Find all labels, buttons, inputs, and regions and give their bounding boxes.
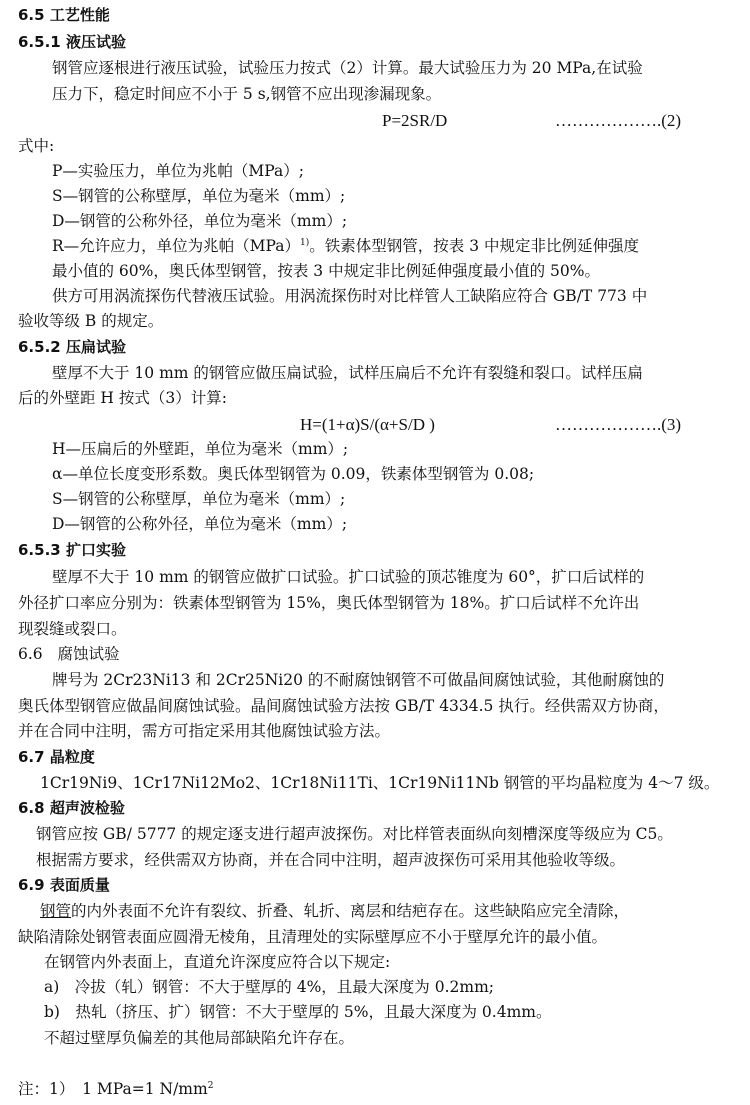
- paragraph-text: 的内外表面不允许有裂纹、折叠、轧折、离层和结疤存在。这些缺陷应完全清除，: [71, 902, 630, 920]
- section-title: 表面质量: [49, 876, 110, 894]
- formula-3: H=(1+α)S/(α+S/D ): [300, 415, 435, 434]
- section-title: 扩口实验: [65, 541, 126, 559]
- underlined-text: 钢管: [40, 902, 72, 920]
- section-title: 压扁试验: [65, 338, 126, 356]
- formula-2: P=2SR/D: [382, 111, 448, 130]
- definition-line: 最小值的 60%，奥氏体型钢管，按表 3 中规定非比例延伸强度最小值的 50%。: [52, 262, 600, 280]
- definition-line: S—钢管的公称壁厚，单位为毫米（mm）;: [52, 187, 346, 205]
- list-item-b: b) 热轧（挤压、扩）钢管：不大于壁厚的 5%，且最大深度为 0.4mm。: [44, 1003, 552, 1021]
- definition-text: R—允许应力，单位为兆帕（MPa）: [52, 237, 301, 255]
- where-label: 式中:: [18, 137, 55, 155]
- section-6-5-2-heading: [18, 340, 126, 355]
- section-number: 6.5: [18, 6, 45, 24]
- definition-line: S—钢管的公称壁厚，单位为毫米（mm）;: [52, 490, 346, 508]
- paragraph-line: 压力下，稳定时间应不小于 5 s,钢管不应出现渗漏现象。: [52, 85, 442, 103]
- section-number: 6.5.1: [18, 33, 61, 51]
- definition-line: D—钢管的公称外径，单位为毫米（mm）;: [52, 515, 348, 533]
- section-6-9-heading: [18, 878, 110, 893]
- section-6-5-3-heading: [18, 543, 126, 558]
- section-title: 腐蚀试验: [57, 645, 120, 663]
- definition-line: D—钢管的公称外径，单位为毫米（mm）;: [52, 212, 348, 230]
- footnote-ref: 1): [300, 237, 310, 248]
- section-6-6-heading: [18, 647, 119, 663]
- section-6-5-1-heading: [18, 35, 126, 50]
- section-number: 6.5.3: [18, 541, 61, 559]
- paragraph-line: 钢管应按 GB/ 5777 的规定逐支进行超声波探伤。对比样管表面纵向刻槽深度等级应为 C5。: [36, 825, 673, 843]
- section-6-7-heading: [18, 750, 95, 765]
- paragraph-line: 外径扩口率应分别为：铁素体型钢管为 15%，奥氏体型钢管为 18%。扩口后试样不允许出: [18, 594, 640, 612]
- footnote-text: 注：1） 1 MPa=1 N/mm: [18, 1080, 208, 1098]
- definition-text: 。铁素体型钢管，按表 3 中规定非比例延伸强度: [309, 237, 639, 255]
- paragraph-line: 在钢管内外表面上，直道允许深度应符合以下规定:: [44, 953, 391, 971]
- paragraph-line: 不超过壁厚负偏差的其他局部缺陷允许存在。: [44, 1029, 355, 1047]
- paragraph-line: 供方可用涡流探伤代替液压试验。用涡流探伤时对比样管人工缺陷应符合 GB/T 773 中: [52, 287, 648, 305]
- paragraph-line: 壁厚不大于 10 mm 的钢管应做扩口试验。扩口试验的顶芯锥度为 60°，扩口后试样的: [52, 568, 645, 586]
- paragraph-line: [40, 904, 629, 920]
- section-number: 6.9: [18, 876, 45, 894]
- footnote: [18, 1082, 213, 1098]
- section-6-5-heading: [18, 8, 110, 23]
- section-6-8-heading: [18, 801, 125, 816]
- paragraph-line: 后的外壁距 H 按式（3）计算:: [18, 389, 227, 407]
- paragraph-line: 钢管应逐根进行液压试验，试验压力按式（2）计算。最大试验压力为 20 MPa,在试验: [52, 59, 643, 77]
- paragraph-line: 1Cr19Ni9、1Cr17Ni12Mo2、1Cr18Ni11Ti、1Cr19Ni11Nb 钢管的平均晶粒度为 4～7 级。: [40, 774, 720, 792]
- section-title: 超声波检验: [49, 799, 125, 817]
- definition-line: H—压扁后的外壁距，单位为毫米（mm）;: [52, 440, 349, 458]
- section-number: 6.8: [18, 799, 45, 817]
- paragraph-line: 缺陷清除处钢管表面应圆滑无棱角，且清理处的实际壁厚应不小于壁厚允许的最小值。: [18, 928, 608, 946]
- paragraph-line: 壁厚不大于 10 mm 的钢管应做压扁试验，试样压扁后不允许有裂缝和裂口。试样压扁: [52, 364, 643, 382]
- definition-line: [52, 239, 639, 255]
- paragraph-line: 牌号为 2Cr23Ni13 和 2Cr25Ni20 的不耐腐蚀钢管不可做晶间腐蚀试验，其他耐腐蚀的: [52, 671, 665, 689]
- paragraph-line: 并在合同中注明，需方可指定采用其他腐蚀试验方法。: [18, 722, 391, 740]
- paragraph-line: 奥氏体型钢管应做晶间腐蚀试验。晶间腐蚀试验方法按 GB/T 4334.5 执行。经供需双方协商，: [18, 697, 669, 715]
- paragraph-line: 根据需方要求，经供需双方协商，并在合同中注明，超声波探伤可采用其他验收等级。: [36, 851, 626, 869]
- definition-line: P—实验压力，单位为兆帕（MPa）;: [52, 162, 304, 180]
- superscript: 2: [207, 1080, 214, 1091]
- section-number: 6.5.2: [18, 338, 61, 356]
- section-number: 6.6: [18, 645, 43, 663]
- section-title: 工艺性能: [49, 6, 110, 24]
- equation-number-3: ……………….(3): [555, 415, 682, 434]
- definition-line: α—单位长度变形系数。奥氏体型钢管为 0.09，铁素体型钢管为 0.08;: [52, 465, 535, 483]
- section-number: 6.7: [18, 748, 45, 766]
- paragraph-line: 现裂缝或裂口。: [18, 620, 127, 638]
- section-title: 晶粒度: [49, 748, 95, 766]
- section-title: 液压试验: [65, 33, 126, 51]
- paragraph-line: 验收等级 B 的规定。: [18, 312, 164, 330]
- list-item-a: a) 冷拔（轧）钢管：不大于壁厚的 4%，且最大深度为 0.2mm;: [44, 978, 495, 996]
- equation-number-2: ……………….(2): [555, 111, 682, 130]
